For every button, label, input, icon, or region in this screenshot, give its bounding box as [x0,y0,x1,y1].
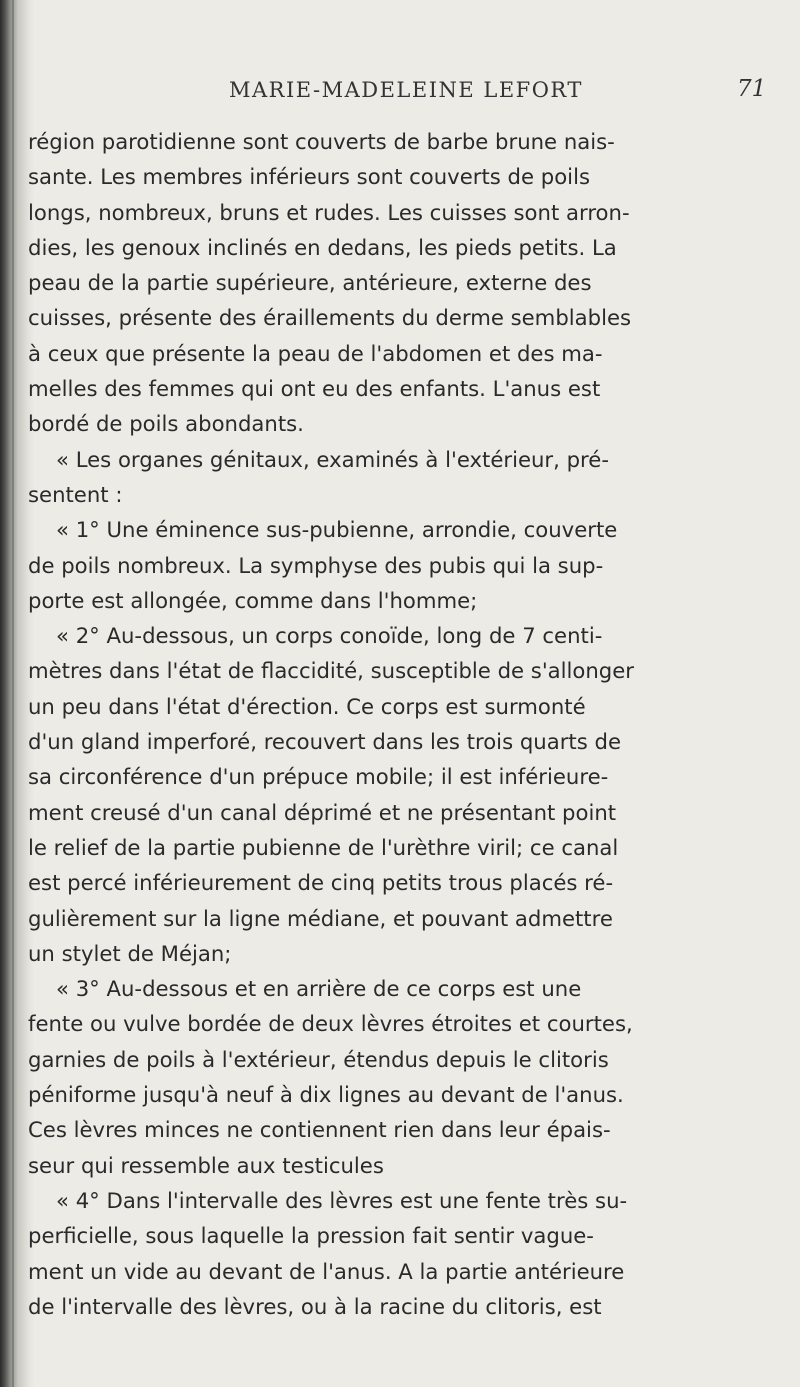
text-line: de l'intervalle des lèvres, ou à la racine du clitoris, est [28,1293,602,1319]
text-line: sentent : [28,481,123,507]
text-line: de poils nombreux. La symphyse des pubis qui la sup- [28,552,604,578]
text-line: « 2° Au-dessous, un corps conoïde, long de 7 centi- [56,623,603,649]
text-line: peau de la partie supérieure, antérieure, externe des [28,270,592,296]
text-line: un peu dans l'état d'érection. Ce corps est surmonté [28,693,586,719]
text-line: cuisses, présente des éraillements du derme semblables [28,305,632,331]
text-line: est percé inférieurement de cinq petits trous placés ré- [28,870,614,896]
text-line: perficielle, sous laquelle la pression fait sentir vague- [28,1223,594,1249]
text-line: garnies de poils à l'extérieur, étendus depuis le clitoris [28,1046,609,1072]
text-line: longs, nombreux, bruns et rudes. Les cuisses sont arron- [28,199,630,225]
text-line: d'un gland imperforé, recouvert dans les trois quarts de [28,729,621,755]
text-line: « 1° Une éminence sus-pubienne, arrondie, couverte [56,517,618,543]
text-line: ment un vide au devant de l'anus. A la partie antérieure [28,1258,625,1284]
text-line: ment creusé d'un canal déprimé et ne présentant point [28,799,617,825]
text-line: Ces lèvres minces ne contiennent rien dans leur épais- [28,1117,611,1143]
text-line: région parotidienne sont couverts de barbe brune nais- [28,129,615,154]
text-line: un stylet de Méjan; [28,940,232,966]
text-line: péniforme jusqu'à neuf à dix lignes au devant de l'anus. [28,1082,624,1108]
text-line: dies, les genoux inclinés en dedans, les pieds petits. La [28,234,617,260]
text-line: « 3° Au-dessous et en arrière de ce corps est une [56,976,582,1002]
text-line: sante. Les membres inférieurs sont couverts de poils [28,164,590,190]
text-line: seur qui ressemble aux testicules [28,1152,384,1178]
text-line: gulièrement sur la ligne médiane, et pouvant admettre [28,905,613,931]
text-line: sa circonférence d'un prépuce mobile; il est inférieure- [28,764,609,790]
page-body-text [28,124,768,1324]
text-line: « 4° Dans l'intervalle des lèvres est une fente très su- [56,1187,628,1213]
text-line: « Les organes génitaux, examinés à l'extérieur, pré- [56,446,609,472]
text-line: le relief de la partie pubienne de l'urèthre viril; ce canal [28,834,619,860]
text-line: bordé de poils abondants. [28,411,304,437]
text-line: porte est allongée, comme dans l'homme; [28,587,478,613]
text-line: à ceux que présente la peau de l'abdomen et des ma- [28,340,603,366]
text-line: fente ou vulve bordée de deux lèvres étroites et courtes, [28,1011,633,1037]
running-header [0,74,800,108]
page-number: 71 [737,76,767,102]
text-line: mètres dans l'état de flaccidité, susceptible de s'allonger [28,658,634,684]
text-line: melles des femmes qui ont eu des enfants. L'anus est [28,376,601,402]
running-header-title: MARIE-MADELEINE LEFORT [229,78,583,102]
binding-edge-line [12,0,14,1387]
